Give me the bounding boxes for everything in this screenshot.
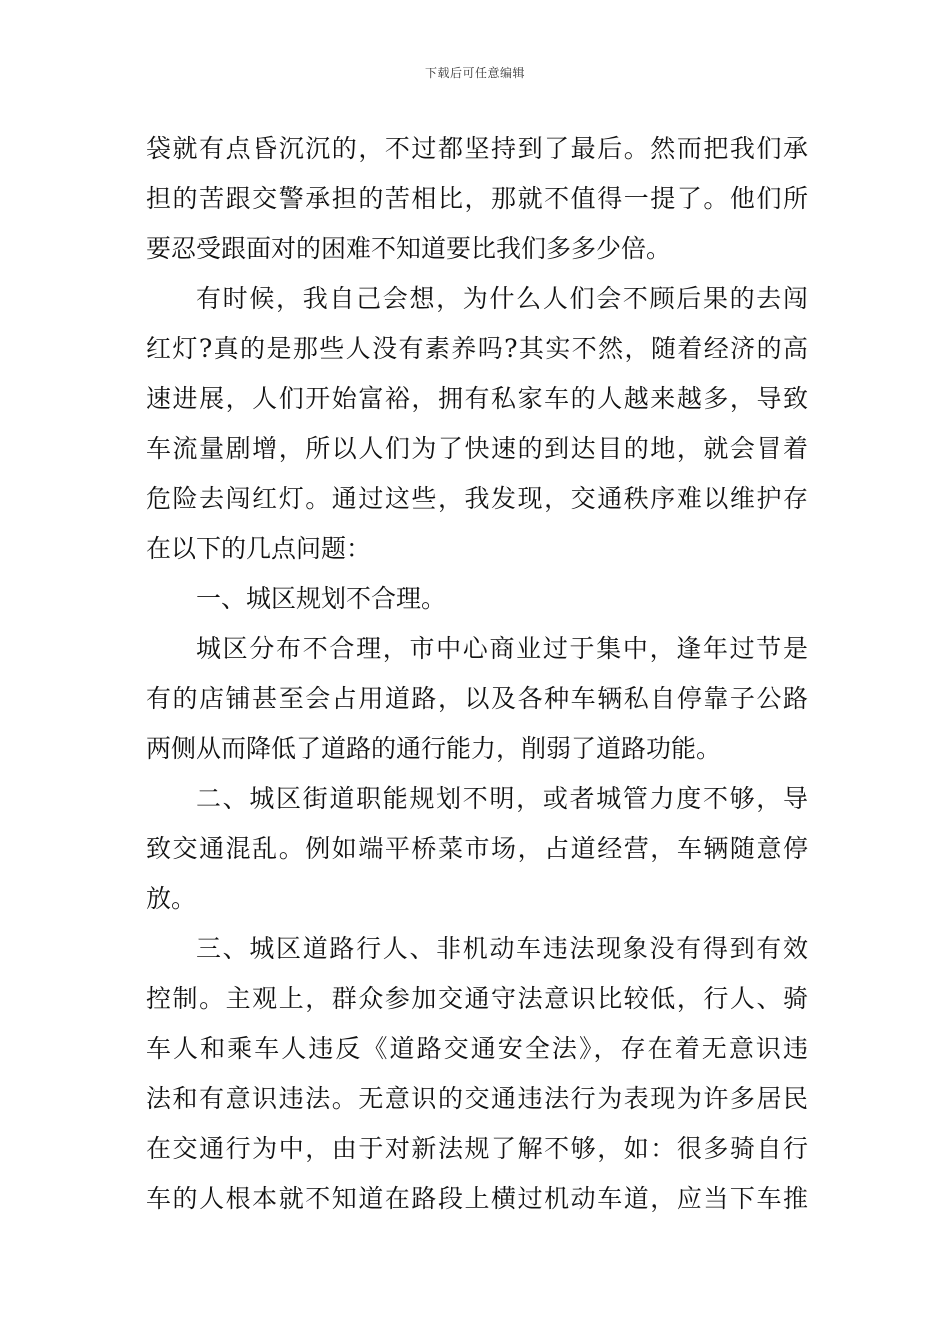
text-line: 在以下的几点问题： bbox=[146, 534, 372, 563]
text-line: 危险去闯红灯。通过这些，我发现，交通秩序难以维护存 bbox=[146, 484, 808, 513]
document-body bbox=[146, 124, 808, 1224]
text-line: 速进展，人们开始富裕，拥有私家车的人越来越多，导致 bbox=[146, 384, 808, 413]
text-line: 在交通行为中，由于对新法规了解不够，如：很多骑自行 bbox=[146, 1134, 808, 1163]
text-line: 要忍受跟面对的困难不知道要比我们多多少倍。 bbox=[146, 234, 672, 263]
text-line: 有的店铺甚至会占用道路，以及各种车辆私自停靠子公路 bbox=[146, 684, 808, 713]
text-line: 法和有意识违法。无意识的交通违法行为表现为许多居民 bbox=[146, 1084, 808, 1113]
text-line: 控制。主观上，群众参加交通守法意识比较低，行人、骑 bbox=[146, 984, 808, 1013]
text-line: 城区分布不合理，市中心商业过于集中，逢年过节是 bbox=[196, 634, 808, 663]
text-line: 车人和乘车人违反《道路交通安全法》，存在着无意识违 bbox=[146, 1034, 808, 1063]
text-line: 有时候，我自己会想，为什么人们会不顾后果的去闯 bbox=[196, 284, 808, 313]
text-line: 袋就有点昏沉沉的，不过都坚持到了最后。然而把我们承 bbox=[146, 134, 808, 163]
text-line: 二、城区街道职能规划不明，或者城管力度不够，导 bbox=[196, 784, 808, 813]
section-heading: 一、城区规划不合理。 bbox=[196, 584, 447, 613]
text-line: 红灯?真的是那些人没有素养吗?其实不然，随着经济的高 bbox=[146, 334, 808, 363]
text-line: 放。 bbox=[146, 884, 197, 913]
text-line: 三、城区道路行人、非机动车违法现象没有得到有效 bbox=[196, 934, 808, 963]
text-line: 两侧从而降低了道路的通行能力，削弱了道路功能。 bbox=[146, 734, 722, 763]
text-line: 车的人根本就不知道在路段上横过机动车道，应当下车推 bbox=[146, 1184, 808, 1213]
text-line: 致交通混乱。例如端平桥菜市场，占道经营，车辆随意停 bbox=[146, 834, 808, 863]
text-line: 担的苦跟交警承担的苦相比，那就不值得一提了。他们所 bbox=[146, 184, 808, 213]
text-line: 车流量剧增，所以人们为了快速的到达目的地，就会冒着 bbox=[146, 434, 808, 463]
page-header: 下载后可任意编辑 bbox=[424, 66, 525, 80]
